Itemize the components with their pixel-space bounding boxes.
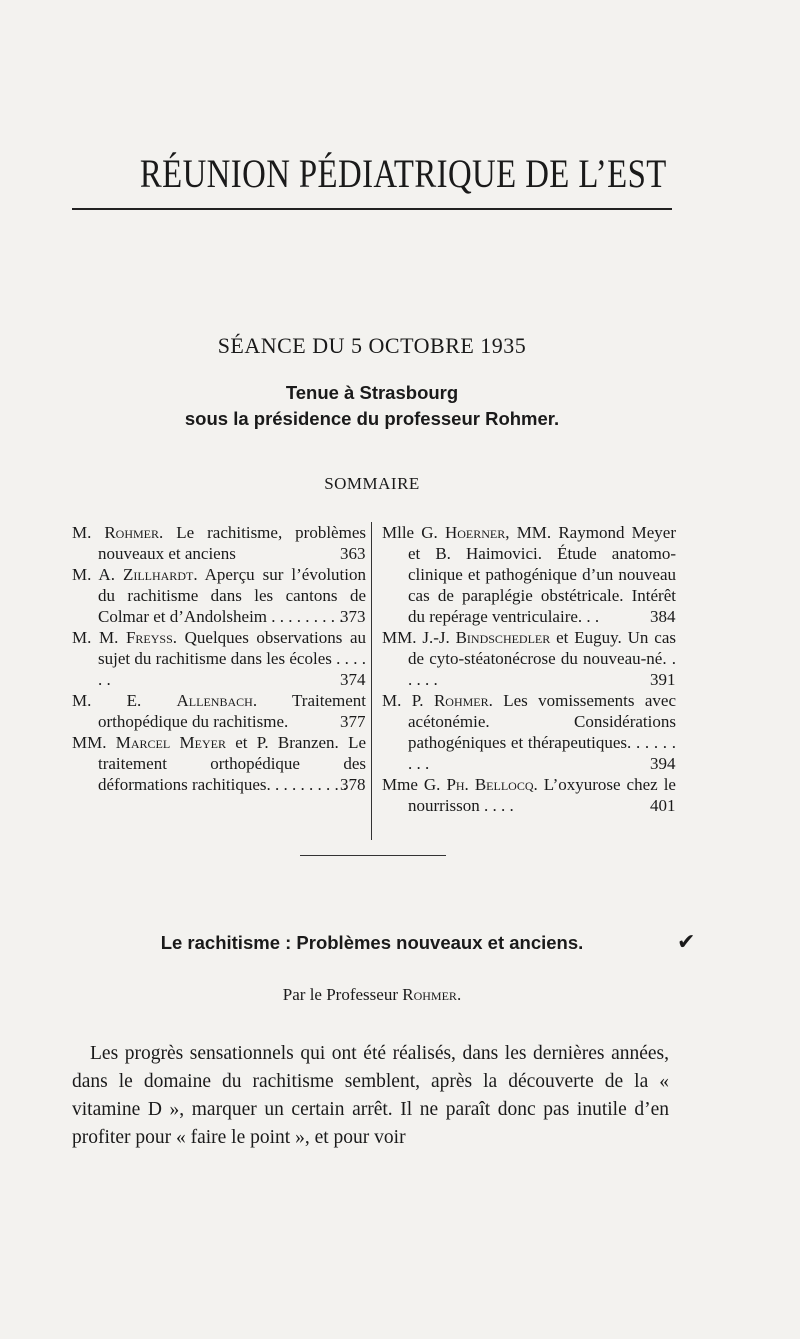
article-body: Les progrès sensationnels qui ont été réalisés, dans les dernières années, dans le domaine du rachitisme semblent, après la découverte de la « vitamine D », marquer un certain arrêt. Il ne paraît donc pas inutile d’en profiter pour « faire le point », et pour voir [72, 1043, 669, 1148]
summary-entry: M. A. Zillhardt. Aperçu sur l’évolution du rachitisme dans les cantons de Colmar et d’Andolsheim . . . . . . . . . 373 [72, 565, 366, 626]
summary-entry: Mlle G. Hoerner, MM. Raymond Meyer et B. Haimovici. Étude anatomo-clinique et pathogénique d’un nouveau cas de paraplégie obstétricale. Intérêt du repérage ventriculaire. . . 384 [382, 523, 676, 626]
summary-entry: M. P. Rohmer. Les vomissements avec acétonémie. Considérations pathogéniques et thérapeutiques. . . . . . . . . 394 [382, 691, 677, 773]
entry-title: . L’oxyurose chez le nourrisson . . . . [408, 775, 676, 815]
entry-author-prefix: Mlle G. [382, 523, 445, 542]
article-title: Le rachitisme : Problèmes nouveaux et anciens. [160, 932, 584, 953]
entry-author-prefix: M. A. [72, 565, 123, 584]
entry-author-prefix: MM. [72, 733, 116, 752]
entry-author: Zillhardt [122, 565, 194, 584]
byline-suffix: . [456, 985, 462, 1004]
entry-title: . Quelques observations au sujet du rachitisme dans les écoles . . . . . . [98, 628, 367, 689]
check-mark-icon: ✔ [677, 929, 696, 954]
entry-author-prefix: MM. J.-J. [382, 628, 456, 647]
summary-entry: M. E. Allenbach. Traitement orthopédique du rachitisme. 377 [72, 691, 366, 731]
entry-author-prefix: M. M. [72, 628, 126, 647]
summary-divider [371, 522, 372, 840]
summary-heading: SOMMAIRE [324, 474, 420, 493]
session-info [72, 380, 672, 432]
entry-author-prefix: M. E. [72, 691, 177, 710]
page-title: RÉUNION PÉDIATRIQUE DE L’EST [139, 151, 667, 196]
entry-author: Rohmer [104, 523, 160, 542]
entry-author: Ph. Bellocq [446, 775, 534, 794]
summary-entry: MM. Marcel Meyer et P. Branzen. Le traitement orthopédique des déformations rachitiques. . . . . . . . . . 378 [72, 733, 366, 794]
byline-prefix: Par le Professeur [282, 985, 403, 1004]
entry-author: Bindschedler [455, 628, 551, 647]
summary-entry: M. Rohmer. Le rachitisme, problèmes nouveaux et anciens 363 [72, 523, 366, 563]
entry-title: . Traitement orthopédique du rachitisme. [98, 691, 366, 731]
entry-author-prefix: Mme G. [382, 775, 447, 794]
entry-author: Freyss [125, 628, 173, 647]
entry-author: Hoerner [444, 523, 506, 542]
session-chair: sous la présidence du professeur Rohmer. [184, 408, 560, 429]
section-rule [300, 855, 446, 856]
entry-author: Marcel Meyer [115, 733, 226, 752]
session-date: SÉANCE DU 5 OCTOBRE 1935 [217, 333, 527, 358]
entry-author-prefix: M. P. [382, 691, 434, 710]
entry-title: . Aperçu sur l’évolution du rachitisme dans les cantons de Colmar et d’Andolsheim . . . . . . . . . [98, 565, 366, 626]
summary-entry: Mme G. Ph. Bellocq. L’oxyurose chez le nourrisson . . . . 401 [382, 775, 676, 815]
summary-left-column [72, 522, 366, 795]
entry-title: , MM. Raymond Meyer et B. Haimovici. Étude anatomo-clinique et pathogénique d’un nouveau cas de paraplégie obstétricale. Intérêt du repérage ventriculaire. . . [408, 523, 676, 626]
entry-title: et Euguy. Un cas de cyto-stéatonécrose du nouveau-né. . . . . . [408, 628, 676, 689]
byline-author: Rohmer [402, 985, 457, 1004]
entry-author: Rohmer [433, 691, 489, 710]
summary-entry: M. M. Freyss. Quelques observations au sujet du rachitisme dans les écoles . . . . . . 374 [72, 628, 367, 689]
summary-entry: MM. J.-J. Bindschedler et Euguy. Un cas de cyto-stéatonécrose du nouveau-né. . . . . . 391 [382, 628, 676, 689]
summary-right-column [382, 522, 676, 816]
entry-title: . Les vomissements avec acétonémie. Considérations pathogéniques et thérapeutiques. . . . . . . . . [408, 691, 677, 773]
session-place: Tenue à Strasbourg [285, 382, 459, 403]
entry-author: Allenbach [176, 691, 253, 710]
title-rule [72, 208, 672, 210]
article-byline [72, 985, 672, 1005]
entry-title: et P. Branzen. Le traitement orthopédique des déformations rachitiques. . . . . . . . . . [98, 733, 366, 794]
entry-title: . Le rachitisme, problèmes nouveaux et anciens [98, 523, 366, 563]
entry-author-prefix: M. [72, 523, 105, 542]
